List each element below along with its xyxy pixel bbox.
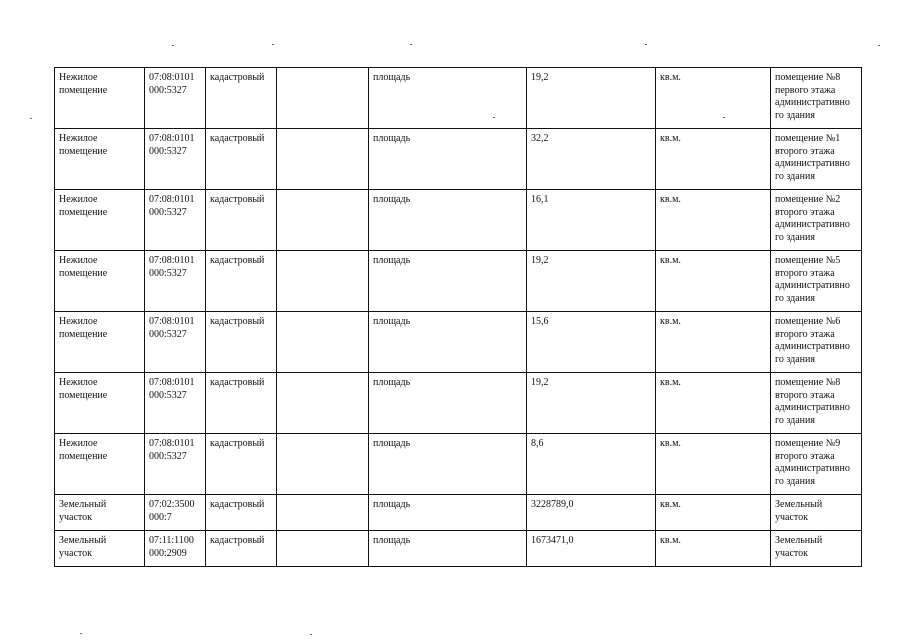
number-type-cell: кадастровый bbox=[206, 373, 277, 434]
area-value-cell: 19,2 bbox=[527, 251, 656, 312]
number-type-cell: кадастровый bbox=[206, 251, 277, 312]
parameter-cell: площадь bbox=[369, 531, 527, 567]
table-row bbox=[55, 68, 862, 129]
parameter-cell: площадь bbox=[369, 251, 527, 312]
area-value-cell: 19,2 bbox=[527, 68, 656, 129]
parameter-cell: площадь bbox=[369, 312, 527, 373]
table-row bbox=[55, 251, 862, 312]
parameter-cell: площадь bbox=[369, 68, 527, 129]
description-cell: помещение №1 второго этажа административно го здания bbox=[771, 129, 862, 190]
area-value-cell: 8,6 bbox=[527, 434, 656, 495]
cadastral-number-cell: 07:02:3500 000:7 bbox=[145, 495, 206, 531]
empty-cell bbox=[277, 251, 369, 312]
parameter-cell: площадь bbox=[369, 129, 527, 190]
scan-speck bbox=[80, 633, 82, 634]
table-row bbox=[55, 495, 862, 531]
area-value-cell: 16,1 bbox=[527, 190, 656, 251]
unit-cell: кв.м. bbox=[656, 312, 771, 373]
description-cell: Земельный участок bbox=[771, 531, 862, 567]
number-type-cell: кадастровый bbox=[206, 312, 277, 373]
scan-speck bbox=[410, 44, 412, 45]
scan-speck bbox=[645, 44, 647, 45]
empty-cell bbox=[277, 434, 369, 495]
cadastral-number-cell: 07:08:0101 000:5327 bbox=[145, 312, 206, 373]
table-row bbox=[55, 531, 862, 567]
description-cell: помещение №2 второго этажа административно го здания bbox=[771, 190, 862, 251]
description-cell: Земельный участок bbox=[771, 495, 862, 531]
table-row bbox=[55, 190, 862, 251]
table-row bbox=[55, 129, 862, 190]
description-cell: помещение №5 второго этажа административно го здания bbox=[771, 251, 862, 312]
table-row bbox=[55, 373, 862, 434]
parameter-cell: площадь bbox=[369, 434, 527, 495]
number-type-cell: кадастровый bbox=[206, 190, 277, 251]
empty-cell bbox=[277, 312, 369, 373]
number-type-cell: кадастровый bbox=[206, 129, 277, 190]
unit-cell: кв.м. bbox=[656, 251, 771, 312]
object-name-cell: Нежилое помещение bbox=[55, 68, 145, 129]
scan-speck bbox=[310, 634, 312, 635]
parameter-cell: площадь bbox=[369, 373, 527, 434]
description-cell: помещение №8 второго этажа административно го здания bbox=[771, 373, 862, 434]
object-name-cell: Земельный участок bbox=[55, 531, 145, 567]
unit-cell: кв.м. bbox=[656, 129, 771, 190]
empty-cell bbox=[277, 373, 369, 434]
object-name-cell: Нежилое помещение bbox=[55, 129, 145, 190]
table-row bbox=[55, 312, 862, 373]
number-type-cell: кадастровый bbox=[206, 68, 277, 129]
object-name-cell: Нежилое помещение bbox=[55, 373, 145, 434]
empty-cell bbox=[277, 68, 369, 129]
object-name-cell: Нежилое помещение bbox=[55, 251, 145, 312]
number-type-cell: кадастровый bbox=[206, 495, 277, 531]
cadastral-number-cell: 07:08:0101 000:5327 bbox=[145, 68, 206, 129]
empty-cell bbox=[277, 129, 369, 190]
area-value-cell: 32,2 bbox=[527, 129, 656, 190]
parameter-cell: площадь bbox=[369, 495, 527, 531]
scan-speck bbox=[272, 44, 274, 45]
scan-speck bbox=[30, 118, 32, 119]
number-type-cell: кадастровый bbox=[206, 434, 277, 495]
unit-cell: кв.м. bbox=[656, 373, 771, 434]
cadastral-number-cell: 07:08:0101 000:5327 bbox=[145, 190, 206, 251]
area-value-cell: 3228789,0 bbox=[527, 495, 656, 531]
cadastral-number-cell: 07:08:0101 000:5327 bbox=[145, 434, 206, 495]
area-value-cell: 19,2 bbox=[527, 373, 656, 434]
unit-cell: кв.м. bbox=[656, 495, 771, 531]
cadastral-number-cell: 07:08:0101 000:5327 bbox=[145, 373, 206, 434]
table-row bbox=[55, 434, 862, 495]
cadastral-number-cell: 07:08:0101 000:5327 bbox=[145, 251, 206, 312]
area-value-cell: 15,6 bbox=[527, 312, 656, 373]
empty-cell bbox=[277, 190, 369, 251]
scan-speck bbox=[878, 45, 880, 46]
unit-cell: кв.м. bbox=[656, 68, 771, 129]
property-table bbox=[54, 67, 862, 567]
scan-speck bbox=[172, 45, 174, 46]
area-value-cell: 1673471,0 bbox=[527, 531, 656, 567]
unit-cell: кв.м. bbox=[656, 190, 771, 251]
description-cell: помещение №8 первого этажа административно го здания bbox=[771, 68, 862, 129]
description-cell: помещение №9 второго этажа административно го здания bbox=[771, 434, 862, 495]
empty-cell bbox=[277, 495, 369, 531]
table-body bbox=[55, 68, 862, 567]
object-name-cell: Нежилое помещение bbox=[55, 312, 145, 373]
number-type-cell: кадастровый bbox=[206, 531, 277, 567]
unit-cell: кв.м. bbox=[656, 531, 771, 567]
object-name-cell: Нежилое помещение bbox=[55, 434, 145, 495]
object-name-cell: Нежилое помещение bbox=[55, 190, 145, 251]
cadastral-number-cell: 07:11:1100 000:2909 bbox=[145, 531, 206, 567]
cadastral-number-cell: 07:08:0101 000:5327 bbox=[145, 129, 206, 190]
object-name-cell: Земельный участок bbox=[55, 495, 145, 531]
empty-cell bbox=[277, 531, 369, 567]
unit-cell: кв.м. bbox=[656, 434, 771, 495]
parameter-cell: площадь bbox=[369, 190, 527, 251]
description-cell: помещение №6 второго этажа административно го здания bbox=[771, 312, 862, 373]
